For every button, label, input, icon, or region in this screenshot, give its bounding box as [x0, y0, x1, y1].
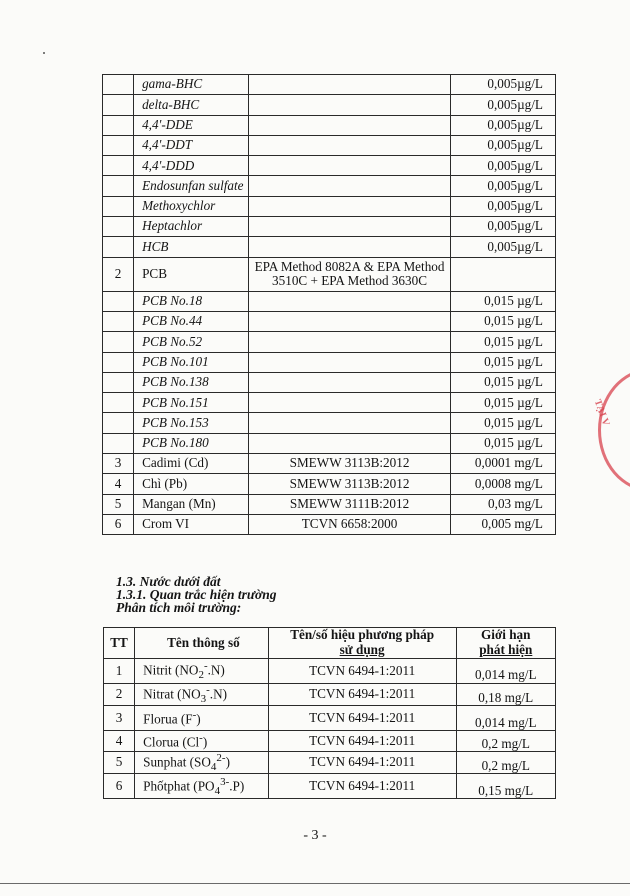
stamp-ring [598, 368, 630, 488]
table-row [104, 774, 556, 799]
method-cell [249, 433, 450, 453]
method-cell [249, 372, 450, 392]
table-row [103, 196, 556, 216]
method-cell: TCVN 6494-1:2011 [268, 684, 456, 706]
parameter-name: PCB No.101 [134, 352, 249, 372]
parameter-name-text: Phốtphat (PO [143, 778, 215, 794]
parameter-name: Methoxychlor [134, 196, 249, 216]
detection-limit: 0,005µg/L [450, 196, 555, 216]
method-cell: TCVN 6494-1:2011 [268, 706, 456, 731]
method-cell: EPA Method 8082A & EPA Method 3510C + EPA Method 3630C [249, 257, 450, 291]
method-cell [249, 352, 450, 372]
parameter-name: PCB [134, 257, 249, 291]
method-cell: TCVN 6494-1:2011 [268, 774, 456, 799]
table-row [103, 311, 556, 331]
parameter-name: Crom VI [134, 514, 249, 534]
parameter-name-suffix: ) [196, 711, 201, 727]
ion-charge: - [206, 684, 210, 696]
row-number [103, 393, 134, 413]
parameter-name [135, 774, 269, 799]
header-limit-line1: Giới hạn [481, 627, 531, 643]
method-cell: TCVN 6658:2000 [249, 514, 450, 534]
method-cell [249, 156, 450, 176]
detection-limit: 0,005µg/L [450, 176, 555, 196]
detection-limit: 0,015 µg/L [450, 291, 555, 311]
ion-charge: - [203, 660, 208, 673]
table-row [103, 433, 556, 453]
detection-limit: 0,005µg/L [450, 115, 555, 135]
row-number [103, 115, 134, 135]
table-row [104, 659, 556, 684]
detection-limit: 0,03 mg/L [450, 494, 555, 514]
parameter-name-text: Clorua (Cl [143, 734, 200, 750]
row-number [103, 176, 134, 196]
row-number: 6 [104, 774, 135, 799]
parameter-name-text: Sunphat (SO [143, 754, 211, 770]
header-method-line2: sử dụng [339, 642, 385, 657]
detection-limit: 0,005µg/L [450, 95, 555, 115]
parameter-table-body [103, 75, 556, 535]
row-number: 5 [103, 494, 134, 514]
row-number: 4 [104, 731, 135, 752]
table-row [103, 156, 556, 176]
red-seal-stamp [588, 368, 630, 488]
parameter-name [135, 752, 269, 774]
parameter-name [135, 659, 269, 684]
parameter-name [135, 731, 269, 752]
method-cell [249, 311, 450, 331]
parameter-name-text: Nitrat (NO [143, 686, 201, 702]
parameter-name-suffix: .N) [207, 662, 225, 678]
row-number [103, 156, 134, 176]
ion-charge: 2- [216, 752, 226, 765]
row-number: 2 [104, 684, 135, 706]
parameter-name: 4,4'-DDT [134, 135, 249, 155]
row-number [103, 237, 134, 257]
detection-limit: 0,015 µg/L [450, 413, 555, 433]
ion-charge: - [199, 732, 203, 745]
detection-limit: 0,015 µg/L [450, 433, 555, 453]
scan-edge-line [0, 883, 630, 884]
method-cell [249, 115, 450, 135]
table-row [104, 752, 556, 774]
chemical-subscript: 4 [214, 784, 221, 797]
parameter-name: Heptachlor [134, 217, 249, 237]
header-limit-line2: phát hiện [479, 642, 533, 657]
method-cell: TCVN 6494-1:2011 [268, 731, 456, 752]
groundwater-parameter-table [103, 627, 556, 799]
detection-limit: 0,2 mg/L [456, 731, 555, 752]
detection-limit: 0,15 mg/L [456, 774, 555, 799]
detection-limit: 0,0001 mg/L [450, 454, 555, 474]
method-cell [249, 291, 450, 311]
header-method-line1: Tên/số hiệu phương pháp [290, 627, 435, 643]
parameter-name: PCB No.44 [134, 311, 249, 331]
row-number [103, 433, 134, 453]
section-heading-field-monitoring: 1.3.1. Quan trắc hiện trường [116, 587, 277, 602]
parameter-name-suffix: .N) [209, 686, 228, 702]
method-cell [249, 95, 450, 115]
parameter-name: Endosunfan sulfate [134, 176, 249, 196]
table-row [104, 684, 556, 706]
detection-limit: 0,014 mg/L [456, 706, 555, 731]
method-cell [249, 332, 450, 352]
row-number: 2 [103, 257, 134, 291]
row-number: 6 [103, 514, 134, 534]
stamp-text: TẠI V [591, 398, 612, 428]
method-cell: SMEWW 3113B:2012 [249, 474, 450, 494]
row-number: 5 [104, 752, 135, 774]
table-row [103, 352, 556, 372]
method-cell [249, 196, 450, 216]
row-number [103, 217, 134, 237]
scan-speck [43, 52, 45, 54]
row-number: 3 [103, 454, 134, 474]
detection-limit [450, 257, 555, 291]
detection-limit: 0,18 mg/L [456, 684, 555, 706]
detection-limit: 0,005µg/L [450, 75, 555, 95]
row-number: 1 [104, 659, 135, 684]
table-row [103, 332, 556, 352]
parameter-name: PCB No.180 [134, 433, 249, 453]
table-row [103, 217, 556, 237]
detection-limit: 0,015 µg/L [450, 311, 555, 331]
detection-limit: 0,005µg/L [450, 156, 555, 176]
table-row [103, 494, 556, 514]
detection-limit: 0,014 mg/L [456, 659, 555, 684]
page-number: - 3 - [303, 828, 327, 843]
method-cell: SMEWW 3113B:2012 [249, 454, 450, 474]
detection-limit: 0,2 mg/L [456, 752, 555, 774]
parameter-name: 4,4'-DDE [134, 115, 249, 135]
table-row [104, 706, 556, 731]
row-number [103, 372, 134, 392]
ion-charge: - [192, 709, 197, 722]
method-cell: SMEWW 3111B:2012 [249, 494, 450, 514]
parameter-name: PCB No.151 [134, 393, 249, 413]
row-number [103, 196, 134, 216]
table-row [103, 237, 556, 257]
parameter-name-text: Florua (F [143, 711, 193, 727]
header-method [268, 628, 456, 659]
table-row [103, 291, 556, 311]
parameter-name-suffix: ) [202, 734, 208, 750]
detection-limit: 0,005µg/L [450, 217, 555, 237]
parameter-name: Chì (Pb) [134, 474, 249, 494]
method-cell [249, 237, 450, 257]
table-row [103, 454, 556, 474]
parameter-name-suffix: .P) [229, 778, 245, 794]
detection-limit: 0,005µg/L [450, 237, 555, 257]
parameter-name: Mangan (Mn) [134, 494, 249, 514]
row-number [103, 332, 134, 352]
parameter-name: PCB No.153 [134, 413, 249, 433]
table-row [103, 393, 556, 413]
chemical-subscript: 3 [200, 693, 207, 706]
parameter-name: HCB [134, 237, 249, 257]
table-row [103, 75, 556, 95]
method-cell [249, 135, 450, 155]
row-number: 3 [104, 706, 135, 731]
row-number [103, 95, 134, 115]
method-cell [249, 176, 450, 196]
method-cell: TCVN 6494-1:2011 [268, 752, 456, 774]
method-cell: TCVN 6494-1:2011 [268, 659, 456, 684]
parameter-name-text: Nitrit (NO [143, 662, 199, 678]
parameter-name: gama-BHC [134, 75, 249, 95]
detection-limit: 0,015 µg/L [450, 352, 555, 372]
table-row [103, 474, 556, 494]
parameter-name: Cadimi (Cd) [134, 454, 249, 474]
header-parameter-name: Tên thông số [135, 628, 269, 659]
method-cell [249, 413, 450, 433]
detection-limit: 0,005µg/L [450, 135, 555, 155]
parameter-name: 4,4'-DDD [134, 156, 249, 176]
ion-charge: 3- [220, 775, 230, 788]
chemical-subscript: 2 [198, 669, 204, 682]
table-row [103, 95, 556, 115]
row-number [103, 291, 134, 311]
parameter-table-continued [102, 74, 556, 535]
header-detection-limit [456, 628, 555, 659]
row-number [103, 135, 134, 155]
table-row [103, 257, 556, 291]
parameter-name [135, 706, 269, 731]
header-tt: TT [104, 628, 135, 659]
method-cell [249, 217, 450, 237]
parameter-name: PCB No.138 [134, 372, 249, 392]
detection-limit: 0,015 µg/L [450, 393, 555, 413]
parameter-name: PCB No.52 [134, 332, 249, 352]
table-row [103, 514, 556, 534]
chemical-subscript: 4 [210, 761, 217, 774]
table-row [103, 135, 556, 155]
row-number [103, 75, 134, 95]
row-number: 4 [103, 474, 134, 494]
section-heading-environmental-analysis: Phân tích môi trường: [116, 600, 242, 615]
parameter-name-suffix: ) [225, 754, 230, 770]
detection-limit: 0,005 mg/L [450, 514, 555, 534]
table-row [104, 731, 556, 752]
table-row [103, 413, 556, 433]
table-row [103, 115, 556, 135]
table-row [103, 176, 556, 196]
parameter-name: PCB No.18 [134, 291, 249, 311]
method-cell [249, 75, 450, 95]
table-header-row [104, 628, 556, 659]
parameter-name [135, 684, 269, 706]
detection-limit: 0,015 µg/L [450, 332, 555, 352]
row-number [103, 311, 134, 331]
row-number [103, 413, 134, 433]
detection-limit: 0,015 µg/L [450, 372, 555, 392]
groundwater-table-body [104, 659, 556, 799]
detection-limit: 0,0008 mg/L [450, 474, 555, 494]
parameter-name: delta-BHC [134, 95, 249, 115]
method-cell [249, 393, 450, 413]
row-number [103, 352, 134, 372]
table-row [103, 372, 556, 392]
section-heading-groundwater: 1.3. Nước dưới đất [116, 574, 221, 589]
